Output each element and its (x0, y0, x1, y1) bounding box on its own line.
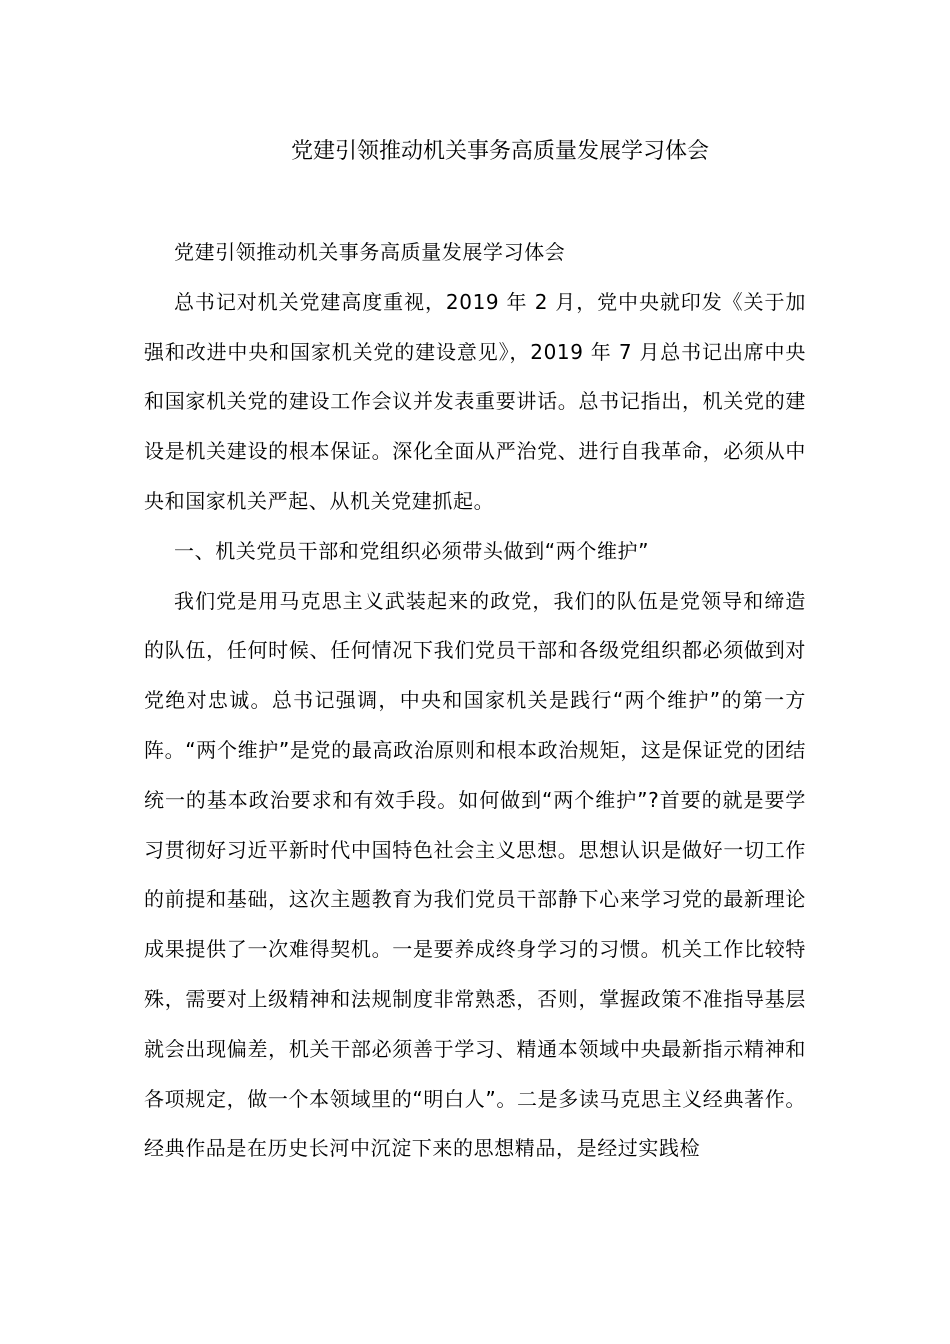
document-title: 党建引领推动机关事务高质量发展学习体会 (290, 139, 709, 164)
paragraph-intro: 总书记对机关党建高度重视，2019 年 2 月，党中央就印发《关于加强和改进中央和国家机关党的建设意见》，2019 年 7 月总书记出席中央和国家机关党的建设工作会议并发表重要讲话。总书记指出，机关党的建设是机关建设的根本保证。深化全面从严治党、进行自我革命，必须从中央和国家机关严起、从机关党建抓起。 (144, 289, 806, 513)
paragraph-section-1-body: 我们党是用马克思主义武装起来的政党，我们的队伍是党领导和缔造的队伍，任何时候、任何情况下我们党员干部和各级党组织都必须做到对党绝对忠诚。总书记强调，中央和国家机关是践行“两个维护”的第一方阵。“两个维护”是党的最高政治原则和根本政治规矩，这是保证党的团结统一的基本政治要求和有效手段。如何做到“两个维护”?首要的就是要学习贯彻好习近平新时代中国特色社会主义思想。思想认识是做好一切工作的前提和基础，这次主题教育为我们党员干部静下心来学习党的最新理论成果提供了一次难得契机。一是要养成终身学习的习惯。机关工作比较特殊，需要对上级精神和法规制度非常熟悉，否则，掌握政策不准指导基层就会出现偏差，机关干部必须善于学习、精通本领域中央最新指示精神和各项规定，做一个本领域里的“明白人”。二是多读马克思主义经典著作。经典作品是在历史长河中沉淀下来的思想精品，是经过实践检 (144, 588, 806, 1161)
paragraph-subtitle: 党建引领推动机关事务高质量发展学习体会 (174, 240, 566, 264)
document-body (144, 228, 806, 1174)
section-heading-1: 一、机关党员干部和党组织必须带头做到“两个维护” (174, 538, 650, 563)
